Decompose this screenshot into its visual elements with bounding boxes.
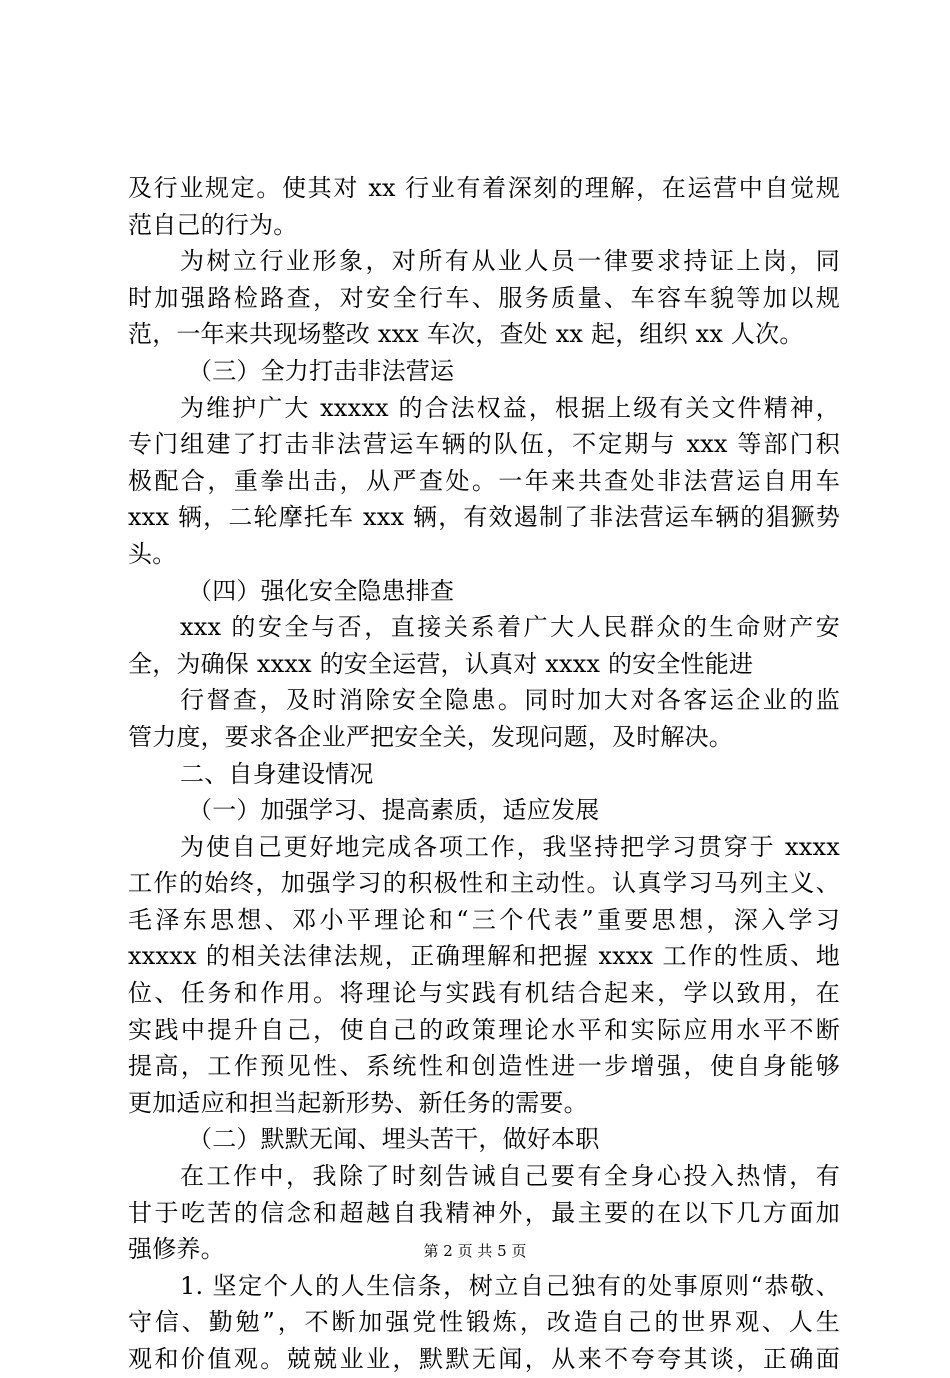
- text-line: 时加强路检路查，对安全行车、服务质量、车容车貌等加以规: [128, 283, 840, 312]
- text-line: 头。: [128, 539, 177, 568]
- text-line: 强修养。: [128, 1235, 225, 1264]
- text-line: （三）全力打击非法营运: [188, 356, 455, 385]
- text-line: （一）加强学习、提高素质，适应发展: [188, 796, 600, 825]
- text-line: 管力度，要求各企业严把安全关，发现问题，及时解决。: [128, 722, 733, 751]
- document-body: [128, 170, 840, 1378]
- text-line: 全，为确保 xxxx 的安全运营，认真对 xxxx 的安全性能进: [128, 649, 754, 678]
- text-line: （二）默默无闻、埋头苦干，做好本职: [188, 1125, 600, 1154]
- text-line: 为维护广大 xxxxx 的合法权益，根据上级有关文件精神，: [180, 393, 840, 422]
- text-line: 极配合，重拳出击，从严查处。一年来共查处非法营运自用车: [128, 466, 840, 495]
- text-line: （四）强化安全隐患排查: [188, 576, 455, 605]
- text-line: 为使自己更好地完成各项工作，我坚持把学习贯穿于 xxxx: [180, 832, 840, 861]
- text-line: 实践中提升自己，使自己的政策理论水平和实际应用水平不断: [128, 1015, 840, 1044]
- text-line: 位、任务和作用。将理论与实践有机结合起来，学以致用，在: [128, 979, 840, 1008]
- text-line: xxx 辆，二轮摩托车 xxx 辆，有效遏制了非法营运车辆的猖獗势: [128, 503, 840, 532]
- text-line: 范，一年来共现场整改 xxx 车次，查处 xx 起，组织 xx 人次。: [128, 320, 804, 349]
- text-line: 在工作中，我除了时刻告诫自己要有全身心投入热情，有: [180, 1162, 840, 1191]
- text-line: 更加适应和担当起新形势、新任务的需要。: [128, 1088, 588, 1117]
- text-line: xxx 的安全与否，直接关系着广大人民群众的生命财产安: [180, 613, 840, 642]
- text-line: 1. 坚定个人的人生信条，树立自己独有的处事原则“恭敬、: [180, 1271, 840, 1300]
- text-line: 毛泽东思想、邓小平理论和“三个代表”重要思想，深入学习: [128, 905, 840, 934]
- text-line: 专门组建了打击非法营运车辆的队伍，不定期与 xxx 等部门积: [128, 430, 840, 459]
- page-footer: 第 2 页 共 5 页: [423, 1242, 527, 1260]
- text-line: 提高，工作预见性、系统性和创造性进一步增强，使自身能够: [128, 1052, 840, 1081]
- text-line: 及行业规定。使其对 xx 行业有着深刻的理解，在运营中自觉规: [128, 174, 840, 202]
- text-line: 工作的始终，加强学习的积极性和主动性。认真学习马列主义、: [128, 869, 840, 898]
- text-line: 行督查，及时消除安全隐患。同时加大对各客运企业的监: [180, 686, 840, 715]
- text-line: 二、自身建设情况: [180, 759, 374, 788]
- text-line: 观和价值观。兢兢业业，默默无闻，从来不夸夸其谈，正确面: [128, 1345, 840, 1373]
- text-line: xxxxx 的相关法律法规，正确理解和把握 xxxx 工作的性质、地: [128, 942, 840, 971]
- text-line: 甘于吃苦的信念和超越自我精神外，最主要的在以下几方面加: [128, 1198, 840, 1227]
- text-line: 范自己的行为。: [128, 210, 298, 239]
- text-line: 守信、勤勉”，不断加强党性锻炼，改造自己的世界观、人生: [128, 1308, 840, 1337]
- text-line: 为树立行业形象，对所有从业人员一律要求持证上岗，同: [180, 247, 840, 276]
